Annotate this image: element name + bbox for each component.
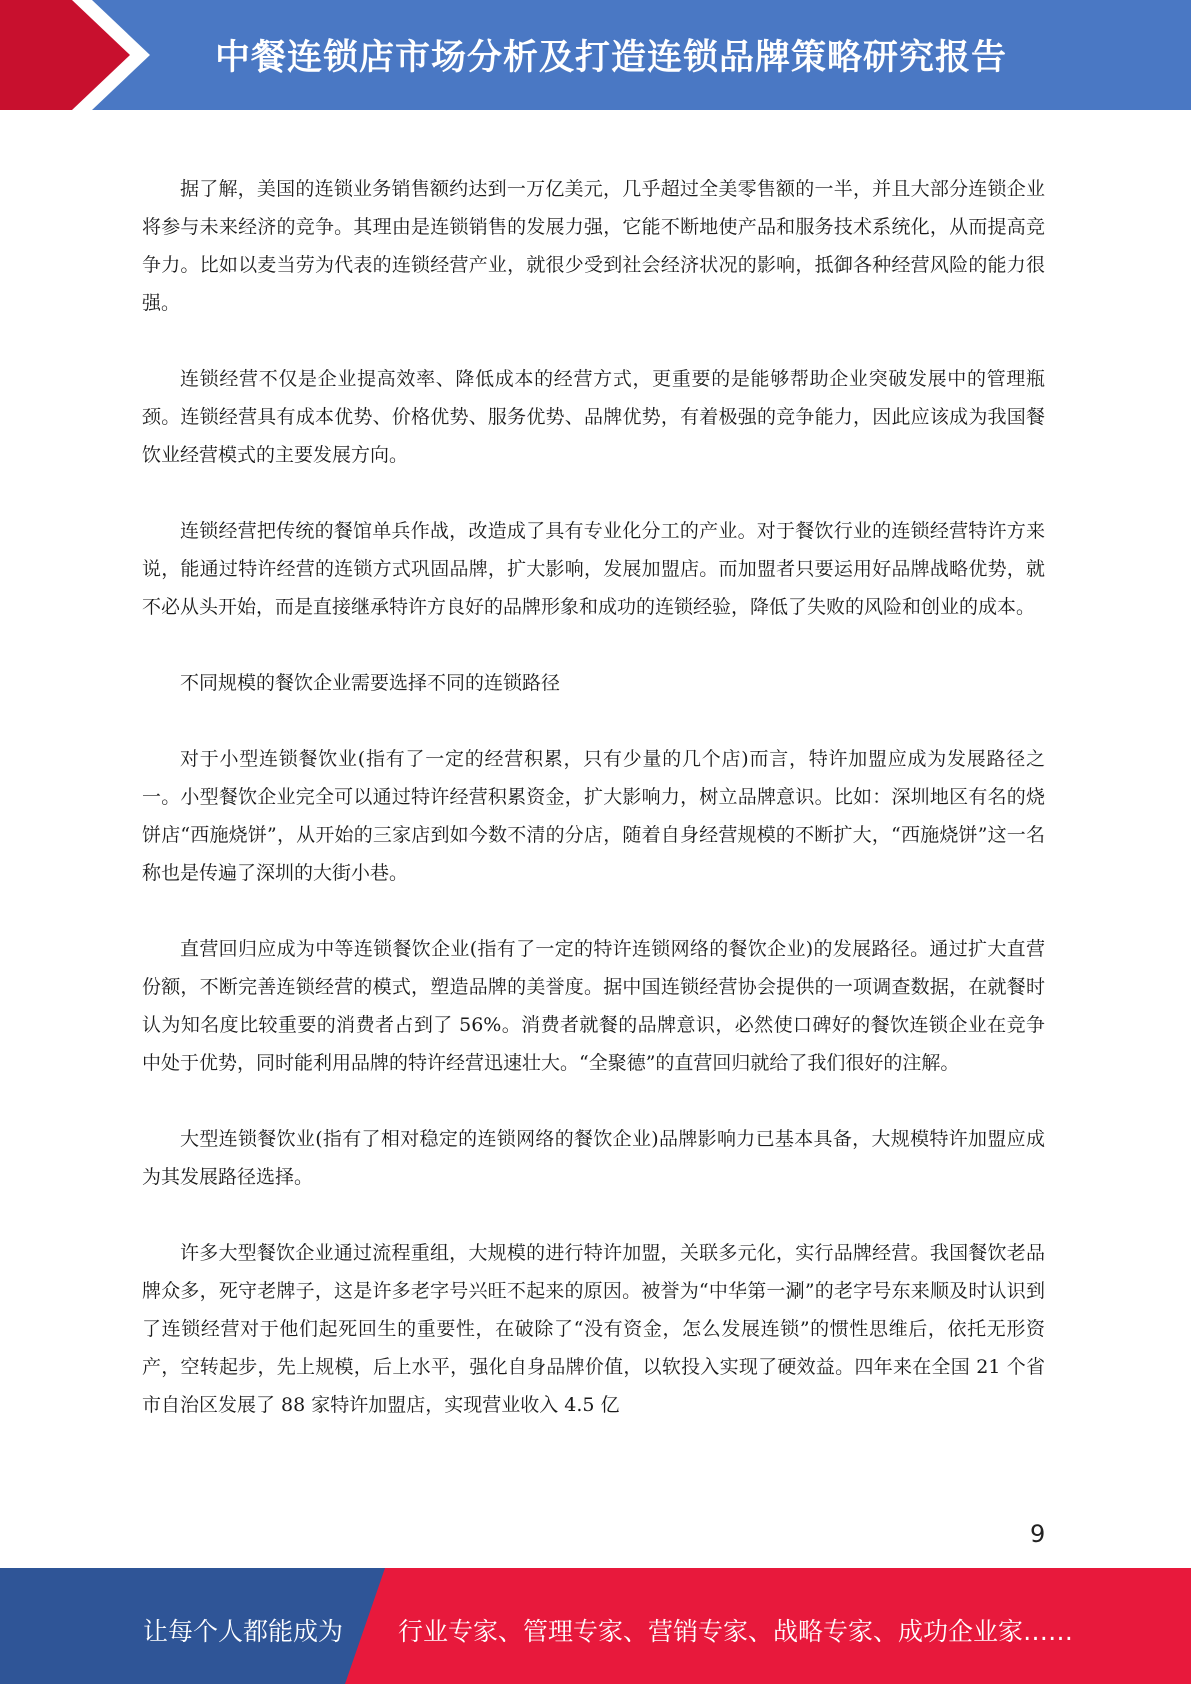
paragraph: 许多大型餐饮企业通过流程重组，大规模的进行特许加盟，关联多元化，实行品牌经营。我国餐饮老品牌众多，死守老牌子，这是许多老字号兴旺不起来的原因。被誉为“中华第一涮”的老字号东来顺及时认识到了连锁经营对于他们起死回生的重要性，在破除了“没有资金，怎么发展连锁”的惯性思维后，依托无形资产，空转起步，先上规模，后上水平，强化自身品牌价值，以软投入实现了硬效益。四年来在全国 21 个省市自治区发展了 88 家特许加盟店，实现营业收入 4.5 亿 [142, 1242, 1045, 1416]
paragraph: 大型连锁餐饮业(指有了相对稳定的连锁网络的餐饮企业)品牌影响力已基本具备，大规模特许加盟应成为其发展路径选择。 [142, 1128, 1045, 1188]
paragraph: 直营回归应成为中等连锁餐饮企业(指有了一定的特许连锁网络的餐饮企业)的发展路径。通过扩大直营份额，不断完善连锁经营的模式，塑造品牌的美誉度。据中国连锁经营协会提供的一项调查数据，在就餐时认为知名度比较重要的消费者占到了 56%。消费者就餐的品牌意识，必然使口碑好的餐饮连锁企业在竞争中处于优势，同时能利用品牌的特许经营迅速壮大。“全聚德”的直营回归就给了我们很好的注解。 [142, 938, 1045, 1074]
page-header [0, 0, 1191, 110]
paragraph: 连锁经营不仅是企业提高效率、降低成本的经营方式，更重要的是能够帮助企业突破发展中的管理瓶颈。连锁经营具有成本优势、价格优势、服务优势、品牌优势，有着极强的竞争能力，因此应该成为我国餐饮业经营模式的主要发展方向。 [142, 368, 1045, 466]
page-number: 9 [1030, 1520, 1046, 1548]
section-heading: 不同规模的餐饮企业需要选择不同的连锁路径 [180, 672, 561, 694]
page-footer [0, 1568, 1191, 1684]
header-chevron-decoration [0, 0, 160, 110]
paragraph: 对于小型连锁餐饮业(指有了一定的经营积累，只有少量的几个店)而言，特许加盟应成为发展路径之一。小型餐饮企业完全可以通过特许经营积累资金，扩大影响力，树立品牌意识。比如：深圳地区有名的烧饼店“西施烧饼”，从开始的三家店到如今数不清的分店，随着自身经营规模的不断扩大，“西施烧饼”这一名称也是传遍了深圳的大街小巷。 [142, 748, 1045, 884]
footer-slogan-left: 让每个人都能成为 [143, 1617, 344, 1646]
report-title: 中餐连锁店市场分析及打造连锁品牌策略研究报告 [215, 38, 1008, 78]
paragraph: 据了解，美国的连锁业务销售额约达到一万亿美元，几乎超过全美零售额的一半，并且大部分连锁企业将参与未来经济的竞争。其理由是连锁销售的发展力强，它能不断地使产品和服务技术系统化，从而提高竞争力。比如以麦当劳为代表的连锁经营产业，就很少受到社会经济状况的影响，抵御各种经营风险的能力很强。 [142, 178, 1045, 314]
footer-slogan-right: 行业专家、管理专家、营销专家、战略专家、成功企业家…… [398, 1617, 1074, 1646]
paragraph: 连锁经营把传统的餐馆单兵作战，改造成了具有专业化分工的产业。对于餐饮行业的连锁经营特许方来说，能通过特许经营的连锁方式巩固品牌，扩大影响，发展加盟店。而加盟者只要运用好品牌战略优势，就不必从头开始，而是直接继承特许方良好的品牌形象和成功的连锁经验，降低了失败的风险和创业的成本。 [142, 520, 1045, 618]
body-text [142, 170, 1045, 1462]
